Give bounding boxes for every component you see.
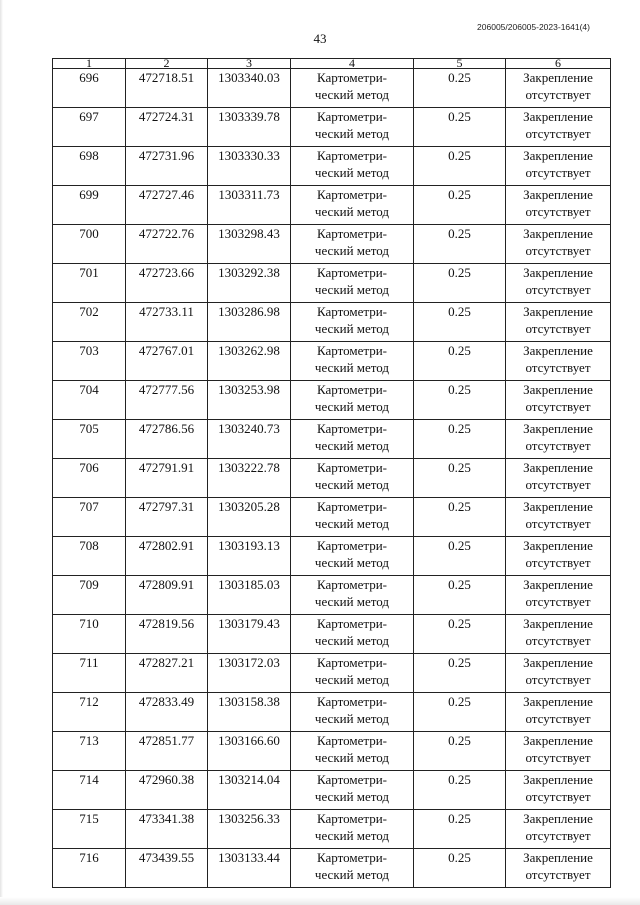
page-number: 43 [313, 31, 327, 46]
table-row [53, 732, 611, 771]
coordinates-table [52, 58, 611, 888]
accuracy-value: 0.25 [414, 147, 506, 186]
determination-method [291, 849, 414, 888]
coordinate-x: 472786.56 [126, 420, 208, 459]
accuracy-value: 0.25 [414, 693, 506, 732]
fixing-status [506, 303, 611, 342]
method-line: ческий метод [314, 515, 390, 531]
coordinate-x: 472802.91 [126, 537, 208, 576]
status-line: Закрепление [523, 616, 593, 631]
method-line: Картометри- [317, 616, 387, 631]
accuracy-value: 0.25 [414, 576, 506, 615]
determination-method [291, 459, 414, 498]
accuracy-value: 0.25 [414, 849, 506, 888]
coordinate-y: 1303172.03 [208, 654, 291, 693]
method-line: Картометри- [317, 772, 387, 787]
coordinate-y: 1303205.28 [208, 498, 291, 537]
point-number: 705 [53, 420, 126, 459]
table-row [53, 420, 611, 459]
method-line: ческий метод [314, 320, 390, 336]
status-line: Закрепление [523, 265, 593, 280]
status-line: отсутствует [525, 281, 591, 297]
fixing-status [506, 576, 611, 615]
status-line: отсутствует [525, 125, 591, 141]
status-line: отсутствует [525, 359, 591, 375]
column-header: 4 [291, 59, 414, 69]
determination-method [291, 264, 414, 303]
fixing-status [506, 654, 611, 693]
coordinate-x: 472797.31 [126, 498, 208, 537]
determination-method [291, 186, 414, 225]
status-line: отсутствует [525, 827, 591, 843]
accuracy-value: 0.25 [414, 654, 506, 693]
status-line: Закрепление [523, 772, 593, 787]
point-number: 696 [53, 69, 126, 108]
method-line: ческий метод [314, 164, 390, 180]
method-line: Картометри- [317, 460, 387, 475]
point-number: 706 [53, 459, 126, 498]
method-line: Картометри- [317, 109, 387, 124]
accuracy-value: 0.25 [414, 732, 506, 771]
determination-method [291, 615, 414, 654]
document-code: 206005/206005-2023-1641(4) [477, 22, 590, 32]
column-header: 2 [126, 59, 208, 69]
scan-bottom-edge [0, 897, 640, 905]
status-line: Закрепление [523, 811, 593, 826]
fixing-status [506, 810, 611, 849]
status-line: Закрепление [523, 460, 593, 475]
method-line: Картометри- [317, 694, 387, 709]
coordinate-y: 1303253.98 [208, 381, 291, 420]
coordinate-x: 473341.38 [126, 810, 208, 849]
status-line: Закрепление [523, 577, 593, 592]
fixing-status [506, 225, 611, 264]
fixing-status [506, 264, 611, 303]
accuracy-value: 0.25 [414, 420, 506, 459]
method-line: ческий метод [314, 203, 390, 219]
point-number: 699 [53, 186, 126, 225]
point-number: 704 [53, 381, 126, 420]
method-line: Картометри- [317, 499, 387, 514]
table-row [53, 849, 611, 888]
determination-method [291, 69, 414, 108]
method-line: Картометри- [317, 265, 387, 280]
status-line: отсутствует [525, 749, 591, 765]
point-number: 710 [53, 615, 126, 654]
table-row [53, 225, 611, 264]
coordinate-x: 472731.96 [126, 147, 208, 186]
status-line: отсутствует [525, 203, 591, 219]
column-header: 3 [208, 59, 291, 69]
method-line: Картометри- [317, 850, 387, 865]
method-line: Картометри- [317, 148, 387, 163]
coordinate-y: 1303330.33 [208, 147, 291, 186]
method-line: ческий метод [314, 125, 390, 141]
accuracy-value: 0.25 [414, 108, 506, 147]
status-line: отсутствует [525, 437, 591, 453]
accuracy-value: 0.25 [414, 771, 506, 810]
status-line: Закрепление [523, 694, 593, 709]
fixing-status [506, 498, 611, 537]
table-row [53, 498, 611, 537]
point-number: 701 [53, 264, 126, 303]
coordinate-x: 472827.21 [126, 654, 208, 693]
accuracy-value: 0.25 [414, 303, 506, 342]
point-number: 708 [53, 537, 126, 576]
table-row [53, 537, 611, 576]
method-line: ческий метод [314, 710, 390, 726]
method-line: Картометри- [317, 226, 387, 241]
determination-method [291, 810, 414, 849]
point-number: 698 [53, 147, 126, 186]
status-line: Закрепление [523, 655, 593, 670]
status-line: отсутствует [525, 86, 591, 102]
method-line: ческий метод [314, 554, 390, 570]
coordinate-x: 472819.56 [126, 615, 208, 654]
method-line: Картометри- [317, 577, 387, 592]
status-line: Закрепление [523, 304, 593, 319]
coordinate-y: 1303292.38 [208, 264, 291, 303]
determination-method [291, 732, 414, 771]
method-line: Картометри- [317, 343, 387, 358]
status-line: Закрепление [523, 148, 593, 163]
coordinate-y: 1303166.60 [208, 732, 291, 771]
column-header: 6 [506, 59, 611, 69]
status-line: Закрепление [523, 109, 593, 124]
status-line: Закрепление [523, 187, 593, 202]
determination-method [291, 381, 414, 420]
accuracy-value: 0.25 [414, 225, 506, 264]
method-line: ческий метод [314, 476, 390, 492]
determination-method [291, 498, 414, 537]
fixing-status [506, 381, 611, 420]
status-line: Закрепление [523, 499, 593, 514]
table-header-row [53, 59, 611, 69]
fixing-status [506, 69, 611, 108]
column-header: 5 [414, 59, 506, 69]
status-line: отсутствует [525, 320, 591, 336]
method-line: ческий метод [314, 827, 390, 843]
method-line: ческий метод [314, 281, 390, 297]
coordinate-y: 1303179.43 [208, 615, 291, 654]
method-line: Картометри- [317, 538, 387, 553]
table-row [53, 69, 611, 108]
status-line: отсутствует [525, 515, 591, 531]
table-row [53, 186, 611, 225]
table-row [53, 264, 611, 303]
method-line: Картометри- [317, 382, 387, 397]
point-number: 700 [53, 225, 126, 264]
coordinate-x: 472722.76 [126, 225, 208, 264]
coordinate-x: 472733.11 [126, 303, 208, 342]
table-row [53, 147, 611, 186]
coordinate-x: 472767.01 [126, 342, 208, 381]
status-line: отсутствует [525, 476, 591, 492]
coordinate-x: 472851.77 [126, 732, 208, 771]
status-line: отсутствует [525, 632, 591, 648]
status-line: отсутствует [525, 593, 591, 609]
fixing-status [506, 615, 611, 654]
fixing-status [506, 732, 611, 771]
table-row [53, 381, 611, 420]
method-line: Картометри- [317, 655, 387, 670]
coordinate-x: 473439.55 [126, 849, 208, 888]
method-line: Картометри- [317, 733, 387, 748]
method-line: ческий метод [314, 749, 390, 765]
fixing-status [506, 342, 611, 381]
coordinate-y: 1303340.03 [208, 69, 291, 108]
coordinate-y: 1303286.98 [208, 303, 291, 342]
coordinate-y: 1303193.13 [208, 537, 291, 576]
point-number: 716 [53, 849, 126, 888]
table-row [53, 771, 611, 810]
coordinate-y: 1303256.33 [208, 810, 291, 849]
determination-method [291, 342, 414, 381]
point-number: 713 [53, 732, 126, 771]
point-number: 697 [53, 108, 126, 147]
fixing-status [506, 771, 611, 810]
method-line: ческий метод [314, 437, 390, 453]
coordinate-y: 1303222.78 [208, 459, 291, 498]
table-row [53, 459, 611, 498]
table-row [53, 654, 611, 693]
method-line: Картометри- [317, 421, 387, 436]
determination-method [291, 537, 414, 576]
fixing-status [506, 693, 611, 732]
coordinate-y: 1303311.73 [208, 186, 291, 225]
table-row [53, 615, 611, 654]
point-number: 711 [53, 654, 126, 693]
status-line: отсутствует [525, 554, 591, 570]
determination-method [291, 420, 414, 459]
coordinate-x: 472791.91 [126, 459, 208, 498]
accuracy-value: 0.25 [414, 615, 506, 654]
column-header: 1 [53, 59, 126, 69]
method-line: ческий метод [314, 671, 390, 687]
method-line: Картометри- [317, 304, 387, 319]
status-line: отсутствует [525, 671, 591, 687]
status-line: Закрепление [523, 538, 593, 553]
point-number: 709 [53, 576, 126, 615]
point-number: 702 [53, 303, 126, 342]
point-number: 712 [53, 693, 126, 732]
coordinate-y: 1303298.43 [208, 225, 291, 264]
fixing-status [506, 420, 611, 459]
point-number: 714 [53, 771, 126, 810]
point-number: 715 [53, 810, 126, 849]
determination-method [291, 693, 414, 732]
determination-method [291, 225, 414, 264]
status-line: отсутствует [525, 164, 591, 180]
method-line: ческий метод [314, 86, 390, 102]
method-line: ческий метод [314, 359, 390, 375]
status-line: Закрепление [523, 850, 593, 865]
status-line: Закрепление [523, 382, 593, 397]
method-line: Картометри- [317, 70, 387, 85]
status-line: отсутствует [525, 788, 591, 804]
coordinate-y: 1303240.73 [208, 420, 291, 459]
method-line: ческий метод [314, 398, 390, 414]
coordinate-x: 472723.66 [126, 264, 208, 303]
fixing-status [506, 108, 611, 147]
accuracy-value: 0.25 [414, 810, 506, 849]
point-number: 707 [53, 498, 126, 537]
method-line: Картометри- [317, 811, 387, 826]
determination-method [291, 108, 414, 147]
fixing-status [506, 849, 611, 888]
determination-method [291, 147, 414, 186]
determination-method [291, 303, 414, 342]
table-row [53, 810, 611, 849]
method-line: ческий метод [314, 866, 390, 882]
table-row [53, 303, 611, 342]
accuracy-value: 0.25 [414, 498, 506, 537]
coordinate-y: 1303185.03 [208, 576, 291, 615]
coordinate-x: 472718.51 [126, 69, 208, 108]
coordinate-y: 1303158.38 [208, 693, 291, 732]
scan-left-edge [0, 0, 3, 905]
status-line: Закрепление [523, 343, 593, 358]
accuracy-value: 0.25 [414, 69, 506, 108]
method-line: ческий метод [314, 632, 390, 648]
coordinate-y: 1303262.98 [208, 342, 291, 381]
determination-method [291, 576, 414, 615]
coordinate-x: 472724.31 [126, 108, 208, 147]
status-line: Закрепление [523, 733, 593, 748]
fixing-status [506, 537, 611, 576]
fixing-status [506, 459, 611, 498]
status-line: Закрепление [523, 421, 593, 436]
table-row [53, 108, 611, 147]
method-line: ческий метод [314, 788, 390, 804]
fixing-status [506, 186, 611, 225]
coordinate-x: 472833.49 [126, 693, 208, 732]
table-row [53, 576, 611, 615]
coordinate-x: 472960.38 [126, 771, 208, 810]
table-row [53, 342, 611, 381]
determination-method [291, 654, 414, 693]
accuracy-value: 0.25 [414, 186, 506, 225]
coordinate-y: 1303133.44 [208, 849, 291, 888]
table-row [53, 693, 611, 732]
determination-method [291, 771, 414, 810]
point-number: 703 [53, 342, 126, 381]
accuracy-value: 0.25 [414, 342, 506, 381]
accuracy-value: 0.25 [414, 537, 506, 576]
coordinate-y: 1303339.78 [208, 108, 291, 147]
coordinate-y: 1303214.04 [208, 771, 291, 810]
status-line: Закрепление [523, 70, 593, 85]
accuracy-value: 0.25 [414, 381, 506, 420]
fixing-status [506, 147, 611, 186]
accuracy-value: 0.25 [414, 264, 506, 303]
status-line: Закрепление [523, 226, 593, 241]
method-line: Картометри- [317, 187, 387, 202]
status-line: отсутствует [525, 710, 591, 726]
coordinate-x: 472809.91 [126, 576, 208, 615]
coordinate-x: 472777.56 [126, 381, 208, 420]
status-line: отсутствует [525, 866, 591, 882]
status-line: отсутствует [525, 398, 591, 414]
method-line: ческий метод [314, 242, 390, 258]
method-line: ческий метод [314, 593, 390, 609]
status-line: отсутствует [525, 242, 591, 258]
accuracy-value: 0.25 [414, 459, 506, 498]
coordinate-x: 472727.46 [126, 186, 208, 225]
